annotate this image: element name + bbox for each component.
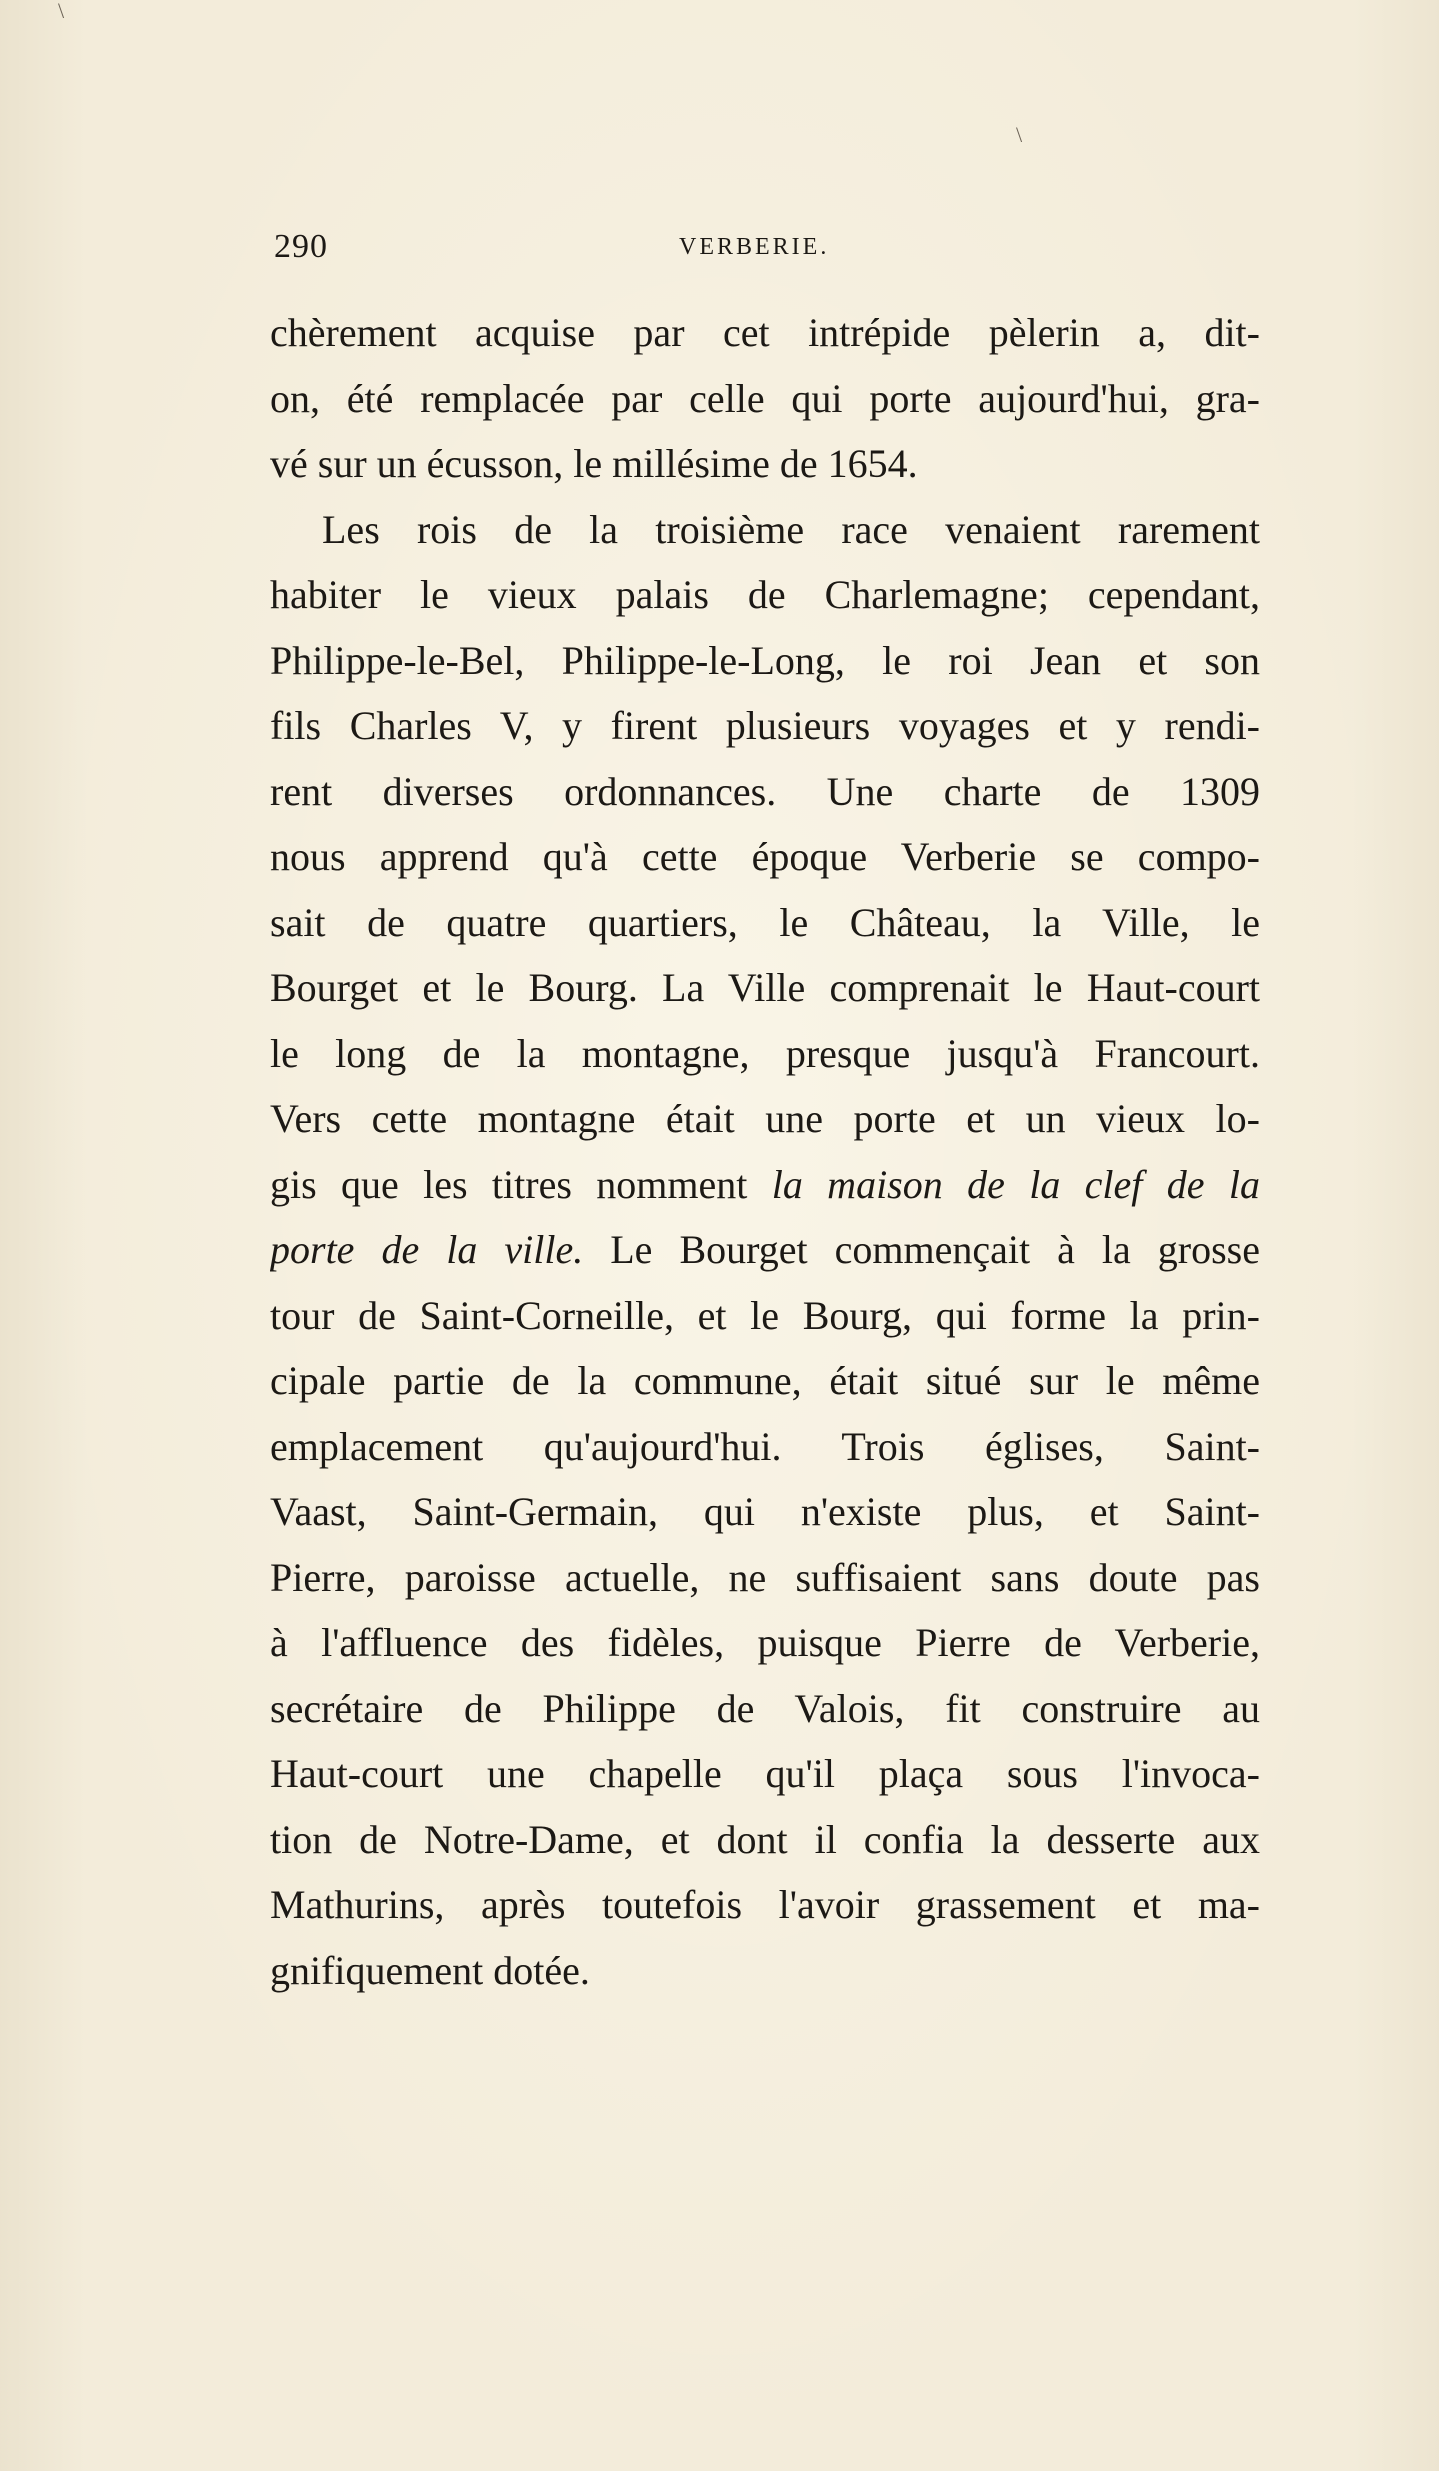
scan-mark-top-right: \ bbox=[1016, 122, 1023, 147]
text-line bbox=[270, 1479, 1260, 1545]
text-line bbox=[270, 1086, 1260, 1152]
body-text bbox=[270, 300, 1260, 2003]
text-segment: Mathurins, après toutefois l'avoir grassement et ma- bbox=[270, 1882, 1260, 1927]
text-segment: habiter le vieux palais de Charlemagne; cependant, bbox=[270, 572, 1260, 617]
text-line bbox=[270, 1872, 1260, 1938]
text-segment: chèrement acquise par cet intrépide pèlerin a, dit- bbox=[270, 310, 1260, 355]
text-line bbox=[270, 824, 1260, 890]
text-segment: on, été remplacée par celle qui porte aujourd'hui, gra- bbox=[270, 375, 1260, 421]
text-segment: Pierre, paroisse actuelle, ne suffisaient sans doute pas bbox=[270, 1554, 1260, 1600]
text-line bbox=[270, 1152, 1260, 1218]
text-segment: cipale partie de la commune, était situé sur le même bbox=[270, 1358, 1260, 1403]
page-number: 290 bbox=[274, 228, 328, 265]
italic-text-segment: la maison de la clef de la bbox=[771, 1161, 1260, 1207]
text-line bbox=[270, 955, 1260, 1021]
text-line bbox=[270, 1741, 1260, 1807]
text-segment: Vers cette montagne était une porte et un vieux lo- bbox=[270, 1096, 1260, 1141]
text-line bbox=[270, 497, 1260, 563]
text-segment: Philippe-le-Bel, Philippe-le-Long, le roi Jean et son bbox=[270, 637, 1260, 683]
text-segment: gis que les titres nomment bbox=[270, 1161, 772, 1207]
text-segment: tion de Notre-Dame, et dont il confia la desserte aux bbox=[270, 1816, 1260, 1862]
text-segment: vé sur un écusson, le millésime de 1654. bbox=[270, 441, 918, 486]
italic-text-segment: porte de la ville. bbox=[270, 1227, 584, 1272]
text-line bbox=[270, 1414, 1260, 1480]
text-line bbox=[270, 1676, 1260, 1742]
text-segment: le long de la montagne, presque jusqu'à Francourt. bbox=[270, 1030, 1260, 1076]
text-segment: Le Bourget commençait à la grosse bbox=[583, 1227, 1260, 1272]
text-line bbox=[270, 1217, 1260, 1283]
text-segment: secrétaire de Philippe de Valois, fit construire au bbox=[270, 1685, 1260, 1731]
text-line bbox=[270, 1283, 1260, 1349]
text-line bbox=[270, 1938, 1260, 2004]
text-line bbox=[270, 628, 1260, 694]
text-line bbox=[270, 1807, 1260, 1873]
text-segment: Vaast, Saint-Germain, qui n'existe plus, et Saint- bbox=[270, 1489, 1260, 1534]
text-line bbox=[270, 693, 1260, 759]
running-title: VERBERIE. bbox=[679, 234, 830, 260]
text-line bbox=[270, 1348, 1260, 1414]
text-line bbox=[270, 1021, 1260, 1087]
text-line bbox=[270, 300, 1260, 366]
text-segment: Bourget et le Bourg. La Ville comprenait le Haut-court bbox=[270, 965, 1260, 1010]
text-line bbox=[270, 431, 1260, 497]
text-line bbox=[270, 759, 1260, 825]
scan-mark-top-left: \ bbox=[58, 0, 65, 23]
text-segment: rent diverses ordonnances. Une charte de 1309 bbox=[270, 768, 1260, 814]
text-line bbox=[270, 366, 1260, 432]
text-segment: Haut-court une chapelle qu'il plaça sous l'invoca- bbox=[270, 1751, 1260, 1796]
running-head bbox=[274, 228, 874, 268]
text-line bbox=[270, 890, 1260, 956]
text-segment: emplacement qu'aujourd'hui. Trois églises, Saint- bbox=[270, 1423, 1260, 1469]
text-segment: sait de quatre quartiers, le Château, la Ville, le bbox=[270, 899, 1260, 945]
text-segment: tour de Saint-Corneille, et le Bourg, qui forme la prin- bbox=[270, 1292, 1260, 1338]
text-segment: nous apprend qu'à cette époque Verberie se compo- bbox=[270, 834, 1260, 879]
text-line bbox=[270, 1610, 1260, 1676]
text-line bbox=[270, 562, 1260, 628]
text-segment: Les rois de la troisième race venaient rarement bbox=[322, 506, 1260, 552]
text-segment: fils Charles V, y firent plusieurs voyages et y rendi- bbox=[270, 703, 1260, 748]
text-segment: à l'affluence des fidèles, puisque Pierre de Verberie, bbox=[270, 1620, 1260, 1665]
text-segment: gnifiquement dotée. bbox=[270, 1947, 590, 1993]
text-line bbox=[270, 1545, 1260, 1611]
